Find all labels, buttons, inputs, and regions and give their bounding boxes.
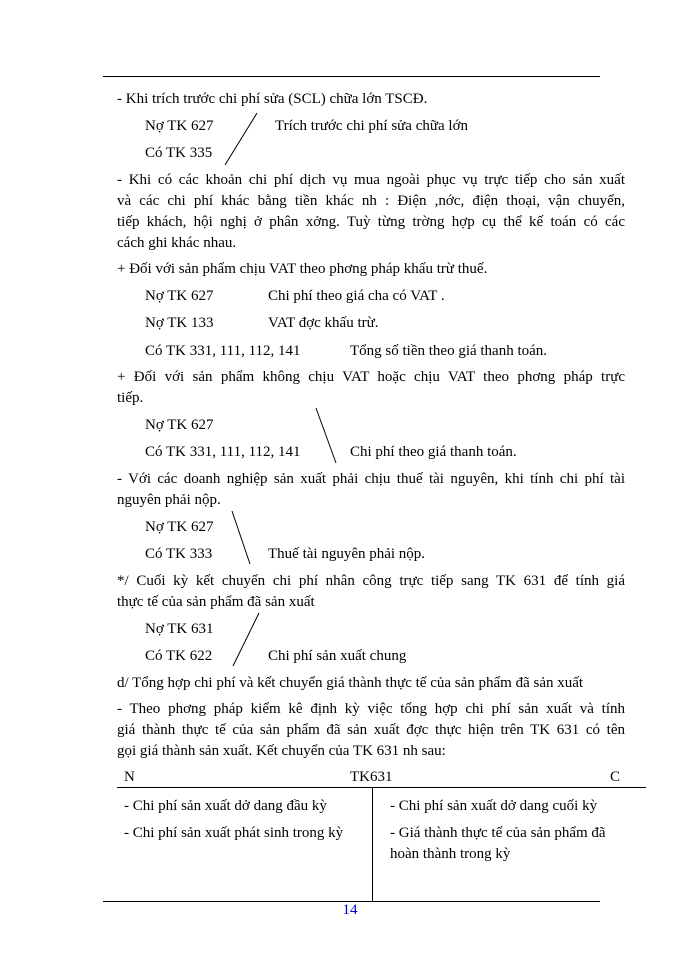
entry-slash [220, 110, 260, 170]
text-line: - Theo phơng pháp kiểm kê định kỳ việc tổng hợp chi phí sản xuất và tính [117, 701, 625, 717]
entry-description: Chi phí theo giá thanh toán. [350, 444, 517, 460]
text-line: - Khi trích trước chi phí sửa (SCL) chữa lớn TSCĐ. [117, 91, 428, 107]
text-line: giá thành thực tế của sản phẩm đã sản xuất đợc thực hiện trên TK 631 có tên [117, 722, 625, 738]
section-heading: d/ Tổng hợp chi phí và kết chuyển giá thành thực tế của sản phẩm đã sản xuất [117, 675, 584, 691]
entry-slash [228, 610, 268, 670]
text-line: thực tế của sản phẩm đã sản xuất [117, 594, 315, 610]
credit-item: hoàn thành trong kỳ [390, 846, 511, 862]
text-line: tiếp khách, hội nghị ở phân xởng. Tuỳ từng trờng hợp cụ thể kế toán có các [117, 214, 625, 230]
t-account-top-line [117, 787, 646, 788]
entry-credit: Có TK 335 [145, 145, 213, 161]
credit-item: - Chi phí sản xuất dở dang cuối kỳ [390, 798, 598, 814]
entry-description: VAT đợc khấu trừ. [268, 315, 379, 331]
text-line: tiếp. [117, 390, 144, 406]
text-line: nguyên phải nộp. [117, 492, 221, 508]
entry-credit: Có TK 331, 111, 112, 141 [145, 343, 301, 359]
entry-description: Tổng số tiền theo giá thanh toán. [350, 343, 548, 359]
page-number: 14 [342, 902, 358, 918]
debit-item: - Chi phí sản xuất dở dang đầu kỳ [124, 798, 327, 814]
entry-slash [228, 508, 268, 568]
text-line: - Khi có các khoản chi phí dịch vụ mua ngoài phục vụ trực tiếp cho sản xuất [117, 172, 625, 188]
debit-header: N [124, 769, 135, 785]
text-line: + Đối với sản phẩm chịu VAT theo phơng pháp khấu trừ thuế. [117, 261, 488, 277]
entry-debit: Nợ TK 627 [145, 118, 214, 134]
debit-item: - Chi phí sản xuất phát sinh trong kỳ [124, 825, 344, 841]
entry-debit: Nợ TK 627 [145, 288, 214, 304]
entry-credit: Có TK 622 [145, 648, 213, 664]
entry-debit: Nợ TK 627 [145, 519, 214, 535]
credit-item: - Giá thành thực tế của sản phẩm đã [390, 825, 606, 841]
text-line: + Đối với sản phẩm không chịu VAT hoặc chịu VAT theo phơng pháp trực [117, 369, 625, 385]
text-line: */ Cuối kỳ kết chuyển chi phí nhân công trực tiếp sang TK 631 để tính giá [117, 573, 625, 589]
t-account-divider [372, 787, 373, 902]
entry-credit: Có TK 333 [145, 546, 213, 562]
entry-description: Trích trước chi phí sửa chữa lớn [275, 118, 469, 134]
account-title: TK631 [350, 769, 393, 785]
entry-description: Chi phí sản xuất chung [268, 648, 407, 664]
entry-description: Thuế tài nguyên phải nộp. [268, 546, 426, 562]
text-line: - Với các doanh nghiệp sản xuất phải chịu thuế tài nguyên, khi tính chi phí tài [117, 471, 625, 487]
entry-debit: Nợ TK 627 [145, 417, 214, 433]
text-line: và các chi phí khác bằng tiền khác nh : Điện ,nớc, điện thoại, vận chuyển, [117, 193, 625, 209]
header-rule [103, 76, 600, 77]
entry-debit: Nợ TK 631 [145, 621, 214, 637]
text-line: gọi giá thành sản xuất. Kết chuyển của TK 631 nh sau: [117, 743, 446, 759]
entry-slash [310, 405, 350, 465]
entry-credit: Có TK 331, 111, 112, 141 [145, 444, 301, 460]
credit-header: C [610, 769, 621, 785]
text-line: cách ghi khác nhau. [117, 235, 237, 251]
entry-description: Chi phí theo giá cha có VAT . [268, 288, 445, 304]
entry-debit: Nợ TK 133 [145, 315, 214, 331]
